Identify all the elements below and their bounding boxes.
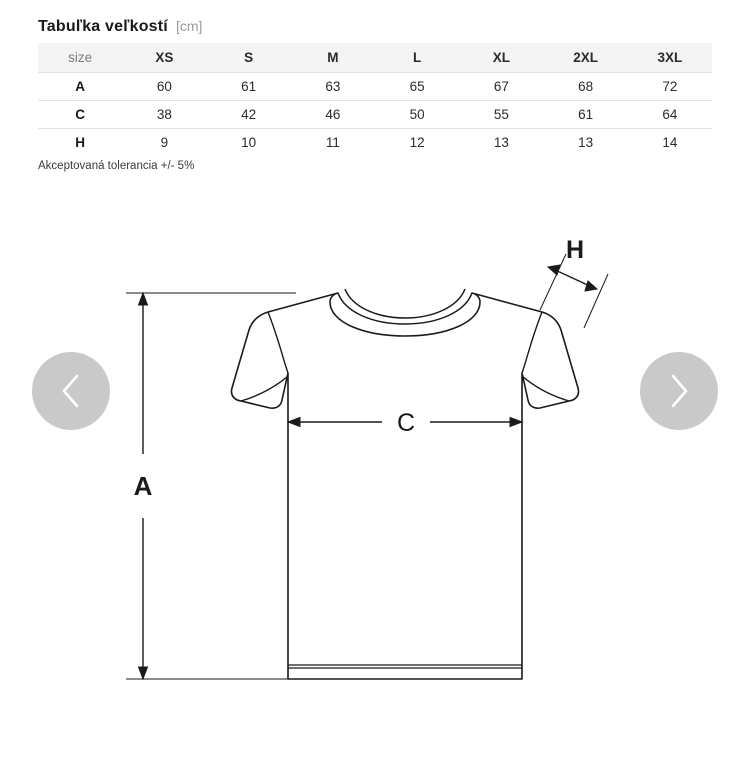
- cell-h-l: 12: [409, 135, 425, 150]
- cell-h-2xl: 13: [578, 135, 594, 150]
- carousel-next-button[interactable]: [640, 352, 718, 430]
- cell-a-3xl: 72: [628, 73, 712, 101]
- dimension-label-c: C: [396, 409, 416, 437]
- cell-c-2xl: 61: [544, 101, 628, 129]
- dimension-label-a: A: [133, 471, 153, 501]
- cell-a-m: 63: [291, 73, 375, 101]
- column-header-xs: XS: [122, 43, 206, 73]
- column-header-3xl: 3XL: [628, 43, 712, 73]
- column-header-m: M: [291, 43, 375, 73]
- cell-c-l: 50: [375, 101, 459, 129]
- column-header-l: L: [375, 43, 459, 73]
- chevron-left-icon: [58, 372, 84, 410]
- cell-c-xs: 38: [122, 101, 206, 129]
- cell-c-3xl: 64: [628, 101, 712, 129]
- cell-c-m: 46: [291, 101, 375, 129]
- column-header-2xl: 2XL: [544, 43, 628, 73]
- size-table-block: [38, 18, 712, 172]
- tolerance-note: Akceptovaná tolerancia +/- 5%: [38, 160, 195, 172]
- cell-c-s: 42: [207, 101, 291, 129]
- row-label-h: H: [75, 135, 85, 150]
- row-label-c: C: [38, 101, 122, 129]
- unit-label: [cm]: [175, 18, 203, 34]
- table-header-row: [38, 43, 712, 73]
- cell-h-m: 11: [325, 135, 340, 150]
- cell-a-xs: 60: [122, 73, 206, 101]
- column-header-size: size: [38, 43, 122, 73]
- row-label-a: A: [38, 73, 122, 101]
- cell-h-s: 10: [241, 135, 257, 150]
- garment-diagram: [0, 236, 750, 778]
- size-table-body: [38, 73, 712, 157]
- cell-a-s: 61: [207, 73, 291, 101]
- cell-a-2xl: 68: [544, 73, 628, 101]
- table-row: [38, 73, 712, 101]
- cell-h-xl: 13: [493, 135, 509, 150]
- size-table-title: [38, 18, 712, 36]
- cell-c-xl: 55: [459, 101, 543, 129]
- dimension-h: [540, 236, 608, 328]
- chevron-right-icon: [666, 372, 692, 410]
- size-table-head: [38, 43, 712, 73]
- neckline: [338, 289, 472, 324]
- table-row: [38, 101, 712, 129]
- cell-a-l: 65: [375, 73, 459, 101]
- cell-h-xs: 9: [160, 135, 169, 150]
- column-header-s: S: [207, 43, 291, 73]
- cell-h-3xl: 14: [662, 135, 678, 150]
- dimension-label-h: H: [565, 236, 585, 264]
- tshirt-outline: [231, 293, 578, 679]
- column-header-xl: XL: [459, 43, 543, 73]
- size-table: [38, 43, 712, 156]
- page-title: Tabuľka veľkostí: [38, 18, 168, 35]
- cell-a-xl: 67: [459, 73, 543, 101]
- table-row: [38, 129, 712, 157]
- carousel-prev-button[interactable]: [32, 352, 110, 430]
